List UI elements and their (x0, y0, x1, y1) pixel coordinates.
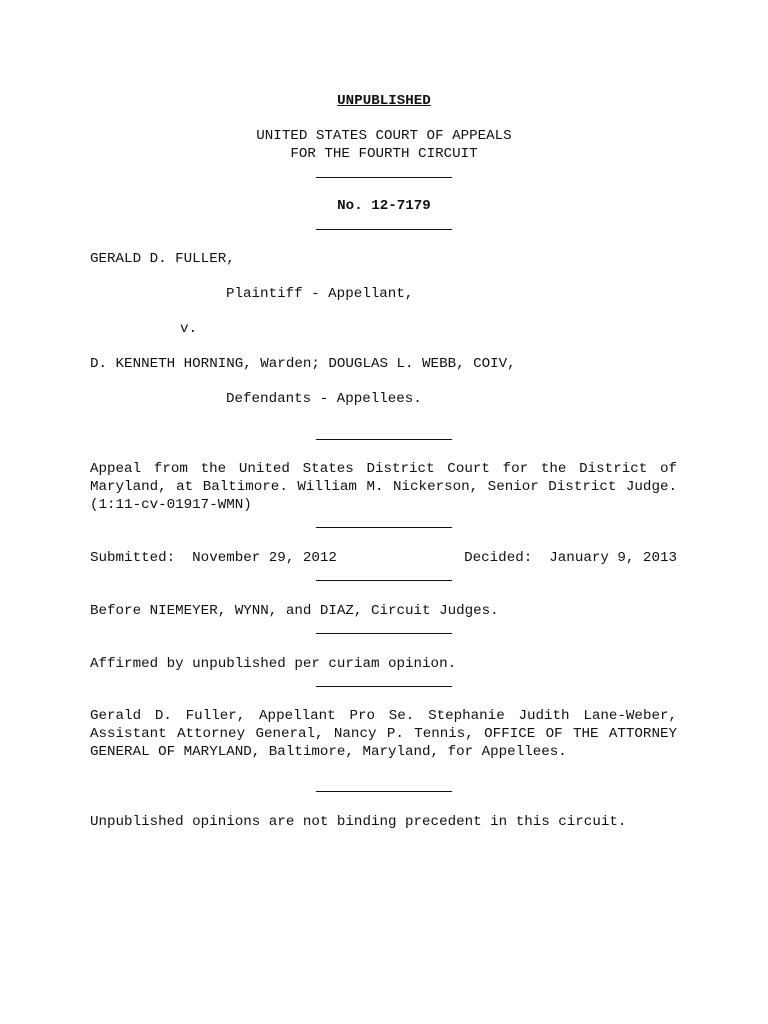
versus: v. (180, 321, 198, 337)
divider-rule (316, 527, 452, 528)
court-name-line2: FOR THE FOURTH CIRCUIT (290, 146, 478, 162)
plaintiff-role: Plaintiff - Appellant, (226, 286, 414, 302)
divider-rule (316, 229, 452, 230)
divider-rule (316, 686, 452, 687)
court-name-line1: UNITED STATES COURT OF APPEALS (256, 128, 512, 144)
submitted-label: Submitted: (90, 550, 176, 566)
divider-rule (316, 580, 452, 581)
decided-block (452, 550, 677, 566)
submitted-date: November 29, 2012 (192, 550, 337, 566)
defendants-role: Defendants - Appellees. (226, 391, 422, 407)
divider-rule (316, 439, 452, 440)
counsel-paragraph: Gerald D. Fuller, Appellant Pro Se. Stephanie Judith Lane-Weber, Assistant Attorney General, Nancy P. Tennis, OFFICE OF THE ATTORNEY GENERAL OF MARYLAND, Baltimore, Maryland, for Appellees. (90, 708, 677, 760)
appeal-paragraph: Appeal from the United States District Court for the District of Maryland, at Baltimore. William M. Nickerson, Senior District Judge. (1:11-cv-01917-WMN) (90, 461, 677, 513)
disposition: Affirmed by unpublished per curiam opinion. (90, 656, 457, 672)
panel-judges: Before NIEMEYER, WYNN, and DIAZ, Circuit Judges. (90, 603, 499, 619)
plaintiff-name: GERALD D. FULLER, (90, 251, 235, 267)
precedent-notice: Unpublished opinions are not binding precedent in this circuit. (90, 814, 627, 830)
divider-rule (316, 791, 452, 792)
divider-rule (316, 633, 452, 634)
defendants-names: D. KENNETH HORNING, Warden; DOUGLAS L. WEBB, COIV, (90, 356, 516, 372)
decided-label: Decided: (464, 550, 533, 566)
divider-rule (316, 177, 452, 178)
decided-date: January 9, 2013 (549, 550, 677, 566)
case-number: No. 12-7179 (337, 198, 431, 214)
unpublished-label: UNPUBLISHED (337, 93, 431, 109)
